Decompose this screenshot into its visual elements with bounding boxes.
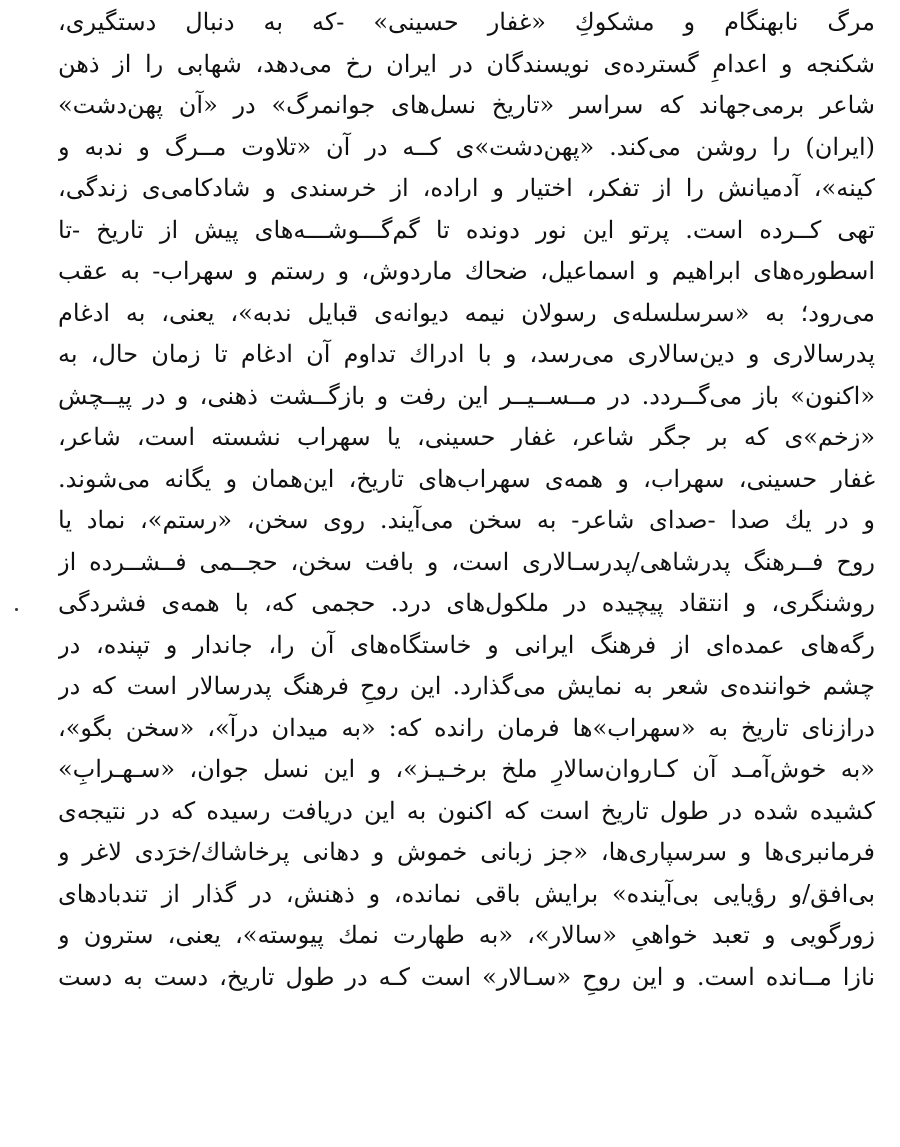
- body-text: [58, 2, 875, 998]
- text-line: و در یك صدا -صدای شاعر- به سخن می‌آیند. روی سخن، «رستم»، نماد یا: [58, 506, 875, 534]
- text-line: پدرسالاری و دین‌سالاری می‌رسد، و با ادراك تداوم آن ادغام تا زمان حال، به: [58, 340, 875, 368]
- text-line: روح فــرهنگ پدرشاهی/پدرسـالاری است، و بافت سخن، حجــمی فــشــرده از: [58, 547, 875, 576]
- text-line: تهی کــرده است. پرتو این نور دونده تا گم‌گـــوشـــه‌های پیش از تاریخ -تا: [58, 215, 875, 244]
- text-line: مرگ نابهنگام و مشکوكِ «غفار حسینی» -که به دنبال دستگیری،: [58, 8, 875, 36]
- text-line: شکنجه و اعدامِ گسترده‌ی نویسندگان در ایران رخ می‌دهد، شهابی را از ذهن: [58, 49, 875, 78]
- text-line: شاعر برمی‌جهاند که سراسر «تاریخ نسل‌های جوانمرگ» در «آن پهن‌دشت»: [58, 91, 875, 119]
- text-line: «به خوش‌آمـد آن کـاروان‌سالارِ ملخ برخـیـز»، و این نسل جوان، «سـهـرابِ»: [58, 755, 875, 783]
- text-line: غفار حسینی، سهراب، و همه‌ی سهراب‌های تاریخ، این‌همان و یگانه می‌شوند.: [58, 464, 875, 493]
- text-line: کشیده شده در طول تاریخ است که اکنون به این دریافت رسیده که در نتیجه‌ی: [58, 796, 875, 825]
- text-line: روشنگری، و انتقاد پیچیده در ملکول‌های درد. حجمی که، با همه‌ی فشردگی: [58, 589, 875, 617]
- text-line: نازا مــانده است. و این روحِ «سـالار» است کـه در طول تاریخ، دست به دست: [58, 962, 875, 991]
- text-line: «زخم»ی که بر جگر شاعر، غفار حسینی، یا سهراب نشسته است، شاعر،: [58, 423, 875, 451]
- text-line: چشم خواننده‌ی شعر به نمایش می‌گذارد. این روحِ فرهنگ پدرسالار است که در: [58, 672, 875, 700]
- text-line: فرمانبری‌ها و سرسپاری‌ها، «جز زبانی خموش و دهانی پرخاشاك/خرَدی لاغر و: [58, 838, 875, 866]
- text-line: زورگویی و تعبد خواهیِ «سالار»، «به طهارت نمك پیوسته»، یعنی، سترون و: [58, 921, 875, 949]
- text-line: رگه‌های عمده‌ای از فرهنگ ایرانی و خاستگاه‌های آن را، جاندار و تپنده، در: [58, 630, 875, 659]
- text-line: (ایران) را روشن می‌کند. «پهن‌دشت»ی کــه در آن «تلاوت مــرگ و ندبه و: [58, 132, 875, 161]
- text-line: اسطوره‌های ابراهیم و اسماعیل، ضحاك ماردوش، و رستم و سهراب- به عقب: [58, 257, 875, 285]
- text-line: درازنای تاریخ به «سهراب»ها فرمان رانده که: «به میدان درآ»، «سخن بگو»،: [58, 713, 875, 742]
- text-line: می‌رود؛ به «سرسلسله‌ی رسولان نیمه دیوانه‌ی قبایل ندبه»، یعنی، به ادغام: [58, 298, 875, 327]
- text-line: «اکنون» باز می‌گــردد. در مــســیــر این رفت و بازگــشت ذهنی، و در پیــچش: [58, 381, 875, 410]
- text-line: کینه»، آدمیانش را از تفکر، اختیار و اراده، از خرسندی و شادکامی‌ی زندگی،: [58, 174, 875, 202]
- margin-dot: [15, 608, 18, 611]
- text-line: بی‌افق/و رؤیایی بی‌آینده» برایش باقی نمانده، و ذهنش، در گذار از تندبادهای: [58, 879, 875, 908]
